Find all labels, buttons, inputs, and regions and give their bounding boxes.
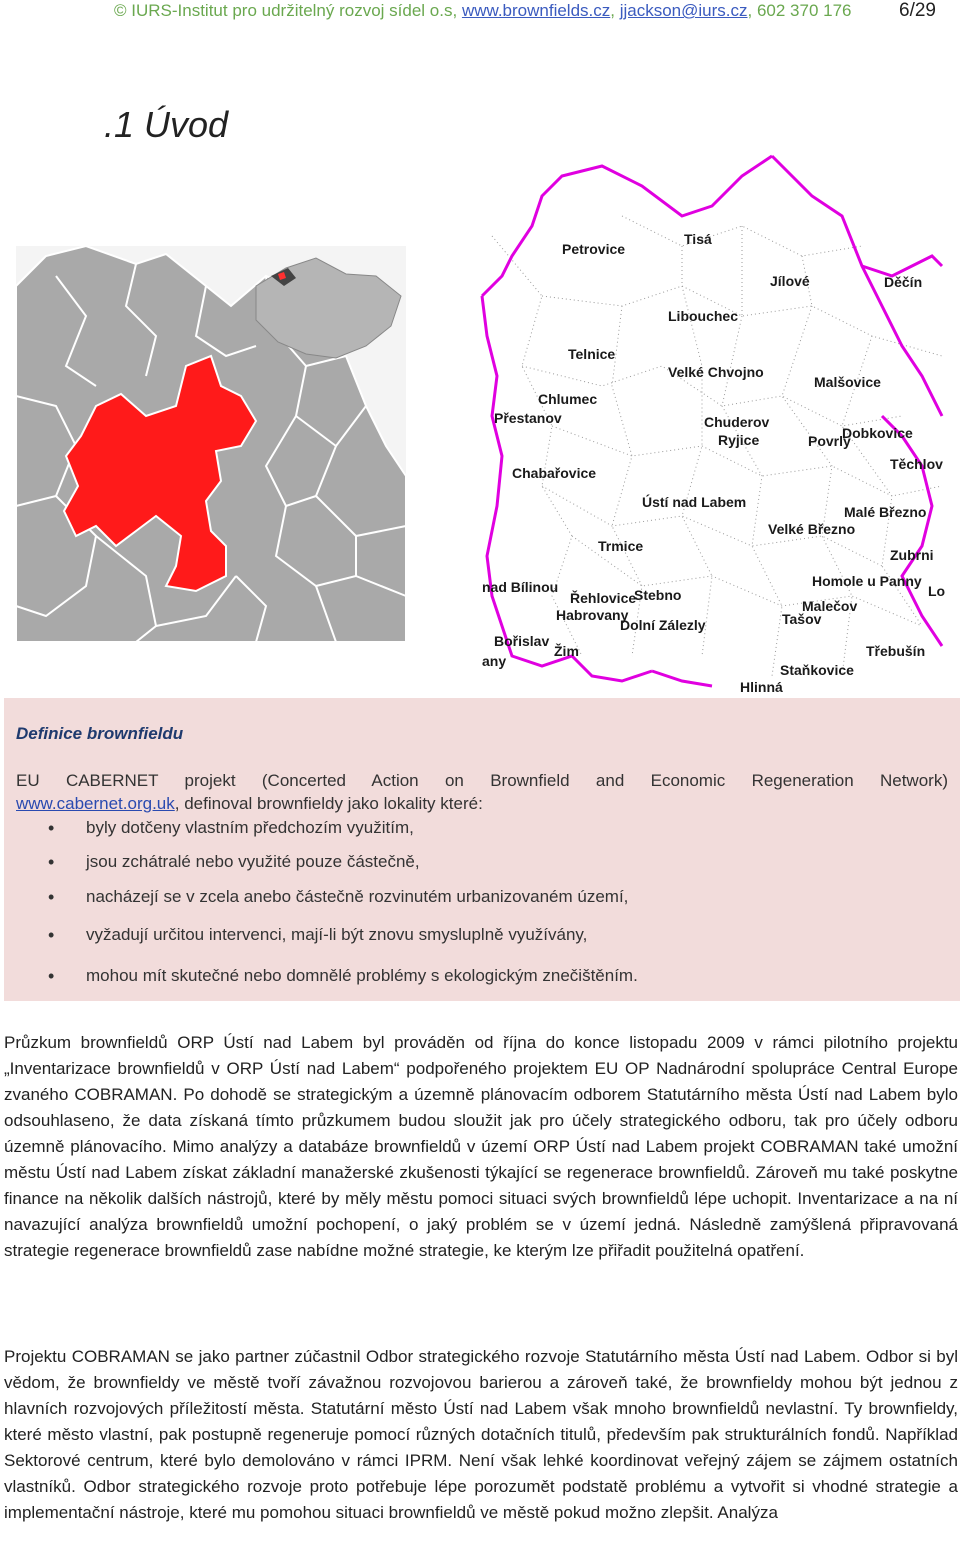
list-item-text: nacházejí se v zcela anebo částečně rozvinutém urbanizovaném území,: [86, 887, 629, 906]
header-separator: ,: [610, 1, 620, 20]
label-stebno: Stebno: [634, 587, 682, 603]
label-lo: Lo: [928, 583, 946, 599]
label-male-brezno: Malé Březno: [844, 504, 927, 520]
page-number: 6/29: [899, 0, 936, 21]
label-chuderov: Chuderov: [704, 414, 770, 430]
label-dolni-zalezly: Dolní Zálezly: [620, 617, 706, 633]
list-item-text: jsou zchátralé nebo využité pouze částečně,: [86, 852, 420, 871]
label-prestanov: Přestanov: [494, 410, 562, 426]
label-any: any: [482, 653, 507, 669]
label-trmice: Trmice: [598, 538, 644, 554]
label-homole: Homole u Panny: [812, 573, 922, 589]
label-techlovice: Těchlov: [890, 456, 943, 472]
label-tisa: Tisá: [684, 231, 712, 247]
email-link[interactable]: jjackson@iurs.cz: [619, 1, 748, 20]
bullet-icon: •: [48, 966, 55, 986]
label-stankovice: Staňkovice: [780, 662, 854, 678]
label-malecov: Malečov: [802, 598, 858, 614]
list-item-text: mohou mít skutečné nebo domnělé problémy s ekologickým znečištěním.: [86, 966, 638, 985]
label-rehlovice: Řehlovice: [570, 590, 637, 606]
label-jilove: Jílové: [770, 273, 810, 289]
label-habrovany: Habrovany: [556, 607, 629, 623]
label-libouchec: Libouchec: [668, 308, 739, 324]
bullet-icon: •: [48, 887, 55, 907]
label-trebusin: Třebušín: [866, 643, 926, 659]
label-povrly: Povrly: [808, 433, 851, 449]
brownfields-link[interactable]: www.brownfields.cz: [461, 1, 611, 20]
bullet-icon: •: [48, 925, 55, 945]
region-map: [16, 246, 406, 642]
list-item-text: byly dotčeny vlastním předchozím využitím,: [86, 818, 414, 837]
label-decin: Děčín: [884, 274, 923, 290]
definition-title: Definice brownfieldu: [16, 724, 184, 743]
paragraph-survey: Průzkum brownfieldů ORP Ústí nad Labem byl prováděn od října do konce listopadu 2009 v rámci pilotního projektu „Inventarizace brownfieldů v ORP Ústí nad Labem“ podpořeného projektem EU OP Nadnárodní spolupráce Central Europe zvaného COBRAMAN. Po dohodě se strategickým a územně plánovacím odborem Statutárního města Ústí nad Labem bylo odsouhlaseno, že data získaná tímto průzkumem budou sloužit jak pro účely strategického odboru, tak pro účely odboru územně plánovacího. Mimo analýzy a databáze brownfieldů v území ORP Ústí nad Labem projekt COBRAMAN také umožní městu Ústí nad Labem získat základní manažerské zkušenosti týkající se regenerace brownfieldů. Zároveň mu také poskytne finance na několik dalších nástrojů, které by měly městu pomoci situaci svých brownfieldů lépe uchopit. Inventarizace a na ní navazující analýza brownfieldů umožní pochopení, o jaký problém se v území jedná. Následně zamýšlená připravovaná strategie regenerace brownfieldů zase nabídne možné strategie, ke kterým lze přiřadit použitelná opatření.: [4, 1033, 958, 1260]
label-telnice: Telnice: [568, 346, 616, 362]
label-zim: Žim: [554, 643, 579, 659]
label-chabarovice: Chabařovice: [512, 465, 597, 481]
definition-intro-line1: EU CABERNET projekt (Concerted Action on Brownfield and Economic Regeneration Network): [16, 771, 948, 790]
header-credits: [114, 1, 852, 21]
paragraph-cobraman: Projektu COBRAMAN se jako partner zúčastnil Odbor strategického rozvoje Statutárního města Ústí nad Labem. Odbor si byl vědom, že brownfieldy ve městě tvoří závažnou rozvojovou barierou a zároveň také, že brownfieldy mohou být jednou z hlavních rozvojových příležitostí města. Statutární město Ústí nad Labem však mnoho brownfieldů nevlastní. Ty brownfieldy, které město vlastní, pak postupně regeneruje pomocí různých dotačních titulů, především pak strukturálních fondů. Například Sektorové centrum, které bylo demolováno v rámci IPRM. Není však lehké koordinovat veřejný zájem se zájmem ostatních vlastníků. Odbor strategického rozvoje proto potřebuje lépe porozumět podstatě problému a vytvořit si vhodné strategie a implementační nástroje, které mu pomohou situaci brownfieldů ve městě pokud možno zlepšit. Analýza: [4, 1347, 958, 1522]
label-malsovice: Malšovice: [814, 374, 881, 390]
copyright-text: © IURS-Institut pro udržitelný rozvoj sídel o.s,: [114, 1, 462, 20]
phone-text: , 602 370 176: [747, 1, 852, 20]
definition-intro-line2: [16, 793, 483, 815]
label-bilinou: nad Bílinou: [482, 579, 559, 595]
bullet-icon: •: [48, 818, 55, 838]
label-velke-brezno: Velké Březno: [768, 521, 856, 537]
definition-box: [4, 698, 960, 1001]
page-header: [0, 0, 960, 26]
bullet-icon: •: [48, 852, 55, 872]
orp-map-graphic: [482, 156, 946, 695]
list-item-text: vyžadují určitou intervenci, mají-li být znovu smysluplně využívány,: [86, 925, 588, 944]
label-dobkovice: Dobkovice: [842, 425, 913, 441]
label-hlinna: Hlinná: [740, 679, 783, 695]
label-borislav: Bořislav: [494, 633, 550, 649]
label-petrovice: Petrovice: [562, 241, 626, 257]
label-zubrnice: Zubrni: [890, 547, 934, 563]
label-usti: Ústí nad Labem: [642, 494, 747, 510]
label-ryjice: Ryjice: [718, 432, 760, 448]
section-title: .1 Úvod: [104, 104, 229, 145]
region-map-graphic: [16, 246, 406, 642]
label-tasov: Tašov: [782, 611, 822, 627]
label-velke-chvojno: Velké Chvojno: [668, 364, 764, 380]
label-chlumec: Chlumec: [538, 391, 598, 407]
definition-intro-rest: , definoval brownfieldy jako lokality které:: [174, 794, 483, 813]
cabernet-link[interactable]: www.cabernet.org.uk: [16, 794, 175, 813]
orp-municipalities-map: [482, 156, 946, 695]
